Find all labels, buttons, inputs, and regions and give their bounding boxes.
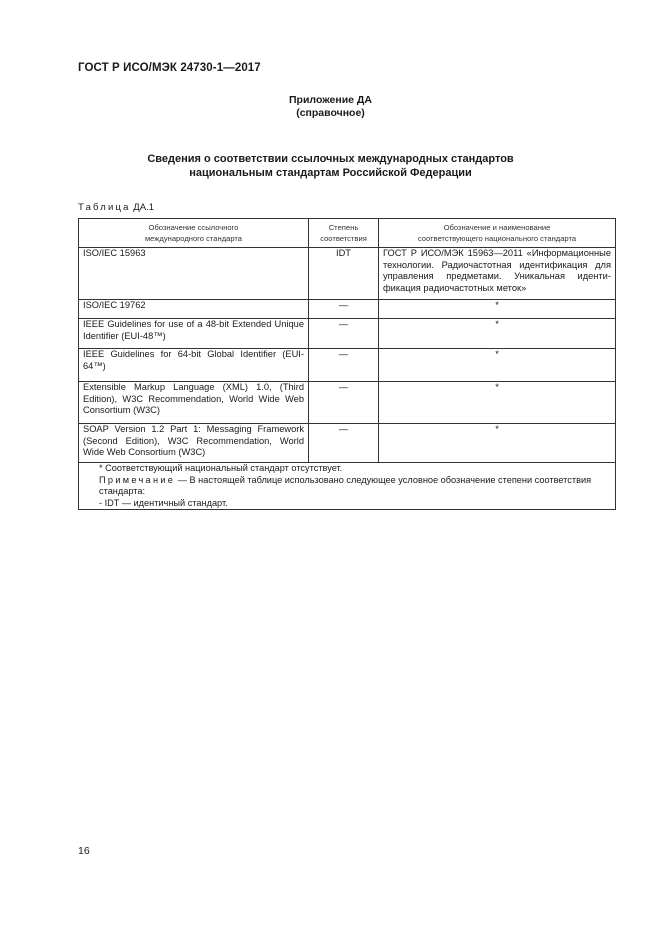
cell-reference: SOAP Version 1.2 Part 1: Messaging Framework (Second Edition), W3C Recommendation, World Wide Web Consortium (W3C) (79, 424, 309, 463)
annex-status: (справочное) (296, 107, 365, 119)
cell-degree: — (309, 382, 379, 424)
table-row (79, 382, 616, 424)
table-row (79, 349, 616, 382)
note-paragraph (83, 475, 611, 498)
annex-heading (0, 94, 661, 120)
cell-national: * (379, 300, 616, 319)
document-title-line2: национальным стандартам Российской Федерации (189, 167, 472, 179)
cell-degree: IDT (309, 248, 379, 300)
cell-degree: — (309, 319, 379, 349)
cell-degree: — (309, 300, 379, 319)
table-row (79, 424, 616, 463)
standard-header: ГОСТ Р ИСО/МЭК 24730-1—2017 (78, 62, 261, 74)
header-degree: Степень соответствия (309, 219, 379, 248)
note-idt-item: - IDT — идентичный стандарт. (99, 497, 228, 508)
page-number: 16 (78, 845, 90, 857)
header-reference: Обозначение ссылочного международного стандарта (79, 219, 309, 248)
document-title-line1: Сведения о соответствии ссылочных международных стандартов (147, 153, 514, 165)
header-national: Обозначение и наименование соответствующего национального стандарта (379, 219, 616, 248)
table-row (79, 319, 616, 349)
cell-national: * (379, 382, 616, 424)
table-row (79, 248, 616, 300)
annex-title: Приложение ДА (289, 94, 372, 106)
table-caption (78, 202, 154, 213)
table-caption-number: ДА.1 (133, 202, 154, 213)
cell-degree: — (309, 349, 379, 382)
table-header-row (79, 219, 616, 248)
document-title (0, 152, 661, 180)
cell-national: * (379, 424, 616, 463)
cell-national: ГОСТ Р ИСО/МЭК 15963—2011 «Информационные технологии. Радиочастотная идентификация для управления предметами. Уникальная идентификация радиочастотных меток» (379, 248, 616, 300)
cell-reference: IEEE Guidelines for use of a 48-bit Extended Unique Identifier (EUI-48™) (79, 319, 309, 349)
cell-national: * (379, 319, 616, 349)
cell-reference: IEEE Guidelines for 64-bit Global Identifier (EUI-64™) (79, 349, 309, 382)
cell-reference: ISO/IEC 15963 (79, 248, 309, 300)
cell-reference: Extensible Markup Language (XML) 1.0, (Third Edition), W3C Recommendation, World Wide Web Consortium (W3C) (79, 382, 309, 424)
table-notes (79, 463, 616, 510)
cell-national: * (379, 349, 616, 382)
cell-reference: ISO/IEC 19762 (79, 300, 309, 319)
footnote: * Соответствующий национальный стандарт отсутствует. (99, 463, 343, 473)
cell-degree: — (309, 424, 379, 463)
correspondence-table (78, 218, 616, 510)
note-text: — В настоящей таблице использовано следующее условное обозначение степени соответствия стандарта: (99, 474, 592, 496)
table-row (79, 300, 616, 319)
table-notes-row (79, 463, 616, 510)
table-caption-word: Таблица (78, 202, 131, 213)
note-word: Примечание (99, 474, 176, 485)
